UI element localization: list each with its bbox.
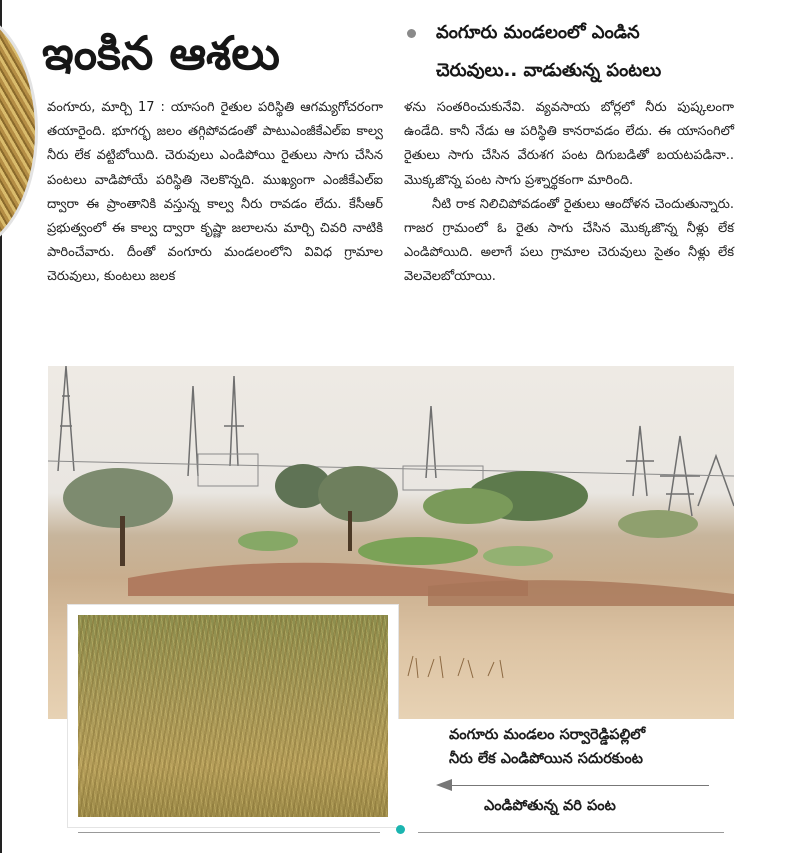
dry-paddy-inset-photo (68, 605, 398, 827)
article-headline: ఇంకిన ఆశలు (42, 26, 280, 80)
main-photo-caption-line-2: నీరు లేక ఎండిపోయిన సదురకుంట (449, 751, 643, 767)
newspaper-end-mark-icon (389, 820, 411, 842)
dry-grass (408, 656, 503, 678)
inset-photo-caption: ఎండిపోతున్న వరి పంట (484, 798, 616, 814)
article-subheadline (436, 14, 781, 90)
dry-paddy-field (78, 615, 388, 817)
bottom-divider-left (78, 832, 380, 833)
main-photo-caption-line-1: వంగూరు మండలం సర్వారెడ్డిపల్లిలో (449, 727, 646, 743)
body-paragraph: నీటి రాక నిలిచిపోవడంతో రైతులు ఆందోళన చెందుతున్నారు. గాజర గ్రామంలో ఓ రైతు సాగు చేసిన మొక్కజొన్న నీళ్లు లేక ఎండిపోయిది. అలాగే పలు గ్రామాల చెరువులు సైతం నీళ్లు లేక వెలవెలబోయాయి. (404, 196, 734, 285)
green-shrubs (238, 531, 553, 566)
arrow-left-icon (436, 779, 452, 791)
body-paragraph: వంగూరు, మార్చి 17 : యాసంగి రైతుల పరిస్థితి ఆగమ్యగోచరంగా తయారైంది. భూగర్భ జలం తగ్గిపోవడంతో పాటుఎంజీకేఎల్ఐ కాల్వ నీరు లేక వట్టిబోయిది. చెరువులు ఎండిపోయి రైతులు సాగు చేసిన పంటలు వాడిపోయే పరిస్థితి నెలకొన్నది. ముఖ్యంగా ఎంజీకేఎల్ఐ ద్వారా ఈ ప్రాంతానికి వస్తున్న కాల్వ నీరు రావడం లేదు. కేసీఆర్ ప్రభుత్వంలో ఈ కాల్వ ద్వారా కృష్ణా జలాలను మార్చి చివరి నాటికి పారించేవారు. దీంతో వంగూరు మండలంలోని వివిధ గ్రామాల చెరువులు, కుంటలు జలక (47, 100, 383, 285)
bottom-divider-right (418, 832, 724, 833)
body-paragraph: ళను సంతరించుకునేవి. వ్యవసాయ బోర్లలో నీరు పుష్కలంగా ఉండేది. కానీ నేడు ఆ పరిస్థితి కానరావడం లేదు. ఈ యాసంగిలో రైతులు సాగు చేసిన వేరుశగ పంట దిగుబడితో బయటపడినా.. మొక్కజొన్న పంట సాగు ప్రశ్నార్థకంగా మారింది. (404, 100, 734, 188)
dirt-mounds (128, 563, 734, 606)
bullet-dot-icon (407, 29, 416, 38)
subheadline-line-1: వంగూరు మండలంలో ఎండిన (436, 22, 640, 43)
adjacent-article-photo (0, 8, 38, 254)
arrow-line (452, 785, 709, 786)
article-body-column-right (404, 96, 734, 290)
article-body-column-left (47, 96, 383, 290)
subheadline-line-2: చెరువులు.. వాడుతున్న పంటలు (436, 60, 662, 81)
